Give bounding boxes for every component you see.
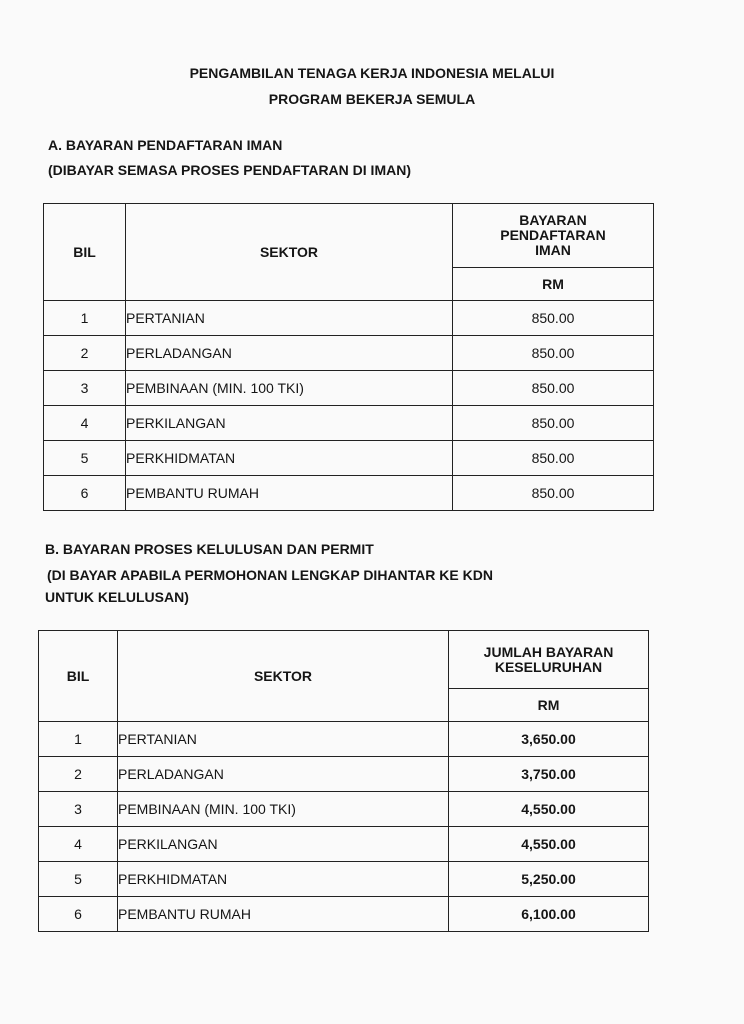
fee-amount: 6,100.00 (449, 897, 649, 932)
fee-amount: 850.00 (453, 336, 654, 371)
column-header-amount (449, 631, 649, 689)
row-number: 6 (39, 897, 118, 932)
sector-name: PERKHIDMATAN (118, 862, 449, 897)
fee-amount: 3,650.00 (449, 722, 649, 757)
table-row (44, 336, 654, 371)
sector-name: PEMBINAAN (MIN. 100 TKI) (118, 792, 449, 827)
row-number: 1 (44, 301, 126, 336)
sector-name: PEMBANTU RUMAH (126, 476, 453, 511)
sector-name: PEMBANTU RUMAH (118, 897, 449, 932)
document-title-line-2: PROGRAM BEKERJA SEMULA (268, 91, 476, 107)
row-number: 4 (44, 406, 126, 441)
table-row (44, 441, 654, 476)
section-a-heading: A. BAYARAN PENDAFTARAN IMAN (48, 137, 283, 153)
row-number: 5 (44, 441, 126, 476)
fee-amount: 850.00 (453, 301, 654, 336)
column-header-amount-label: JUMLAH BAYARAN KESELURUHAN (483, 643, 614, 675)
document-title-line-1: PENGAMBILAN TENAGA KERJA INDONESIA MELALUI (189, 65, 555, 81)
sector-name: PERLADANGAN (118, 757, 449, 792)
table-row (44, 371, 654, 406)
fee-amount: 5,250.00 (449, 862, 649, 897)
column-header-amount (453, 204, 654, 268)
table-body (39, 722, 649, 932)
table-row (39, 722, 649, 757)
sector-name: PERKILANGAN (126, 406, 453, 441)
row-number: 6 (44, 476, 126, 511)
table-row (39, 827, 649, 862)
sector-name: PERLADANGAN (126, 336, 453, 371)
row-number: 2 (44, 336, 126, 371)
column-header-amount-label: BAYARAN PENDAFTARAN IMAN (500, 212, 606, 258)
sector-name: PERKHIDMATAN (126, 441, 453, 476)
section-b-heading: B. BAYARAN PROSES KELULUSAN DAN PERMIT (45, 541, 374, 557)
row-number: 5 (39, 862, 118, 897)
section-a-subheading: (DIBAYAR SEMASA PROSES PENDAFTARAN DI IMAN) (48, 162, 411, 178)
row-number: 1 (39, 722, 118, 757)
section-b-subheading-continued: UNTUK KELULUSAN) (45, 589, 189, 605)
sector-name: PEMBINAAN (MIN. 100 TKI) (126, 371, 453, 406)
row-number: 3 (44, 371, 126, 406)
column-header-unit: RM (453, 268, 654, 301)
table-row (39, 757, 649, 792)
row-number: 3 (39, 792, 118, 827)
column-header-bil: BIL (44, 204, 126, 301)
fee-amount: 4,550.00 (449, 792, 649, 827)
row-number: 2 (39, 757, 118, 792)
column-header-sektor: SEKTOR (126, 204, 453, 301)
table-row (44, 476, 654, 511)
table-body (44, 301, 654, 511)
approval-permit-fee-table (38, 630, 649, 932)
table-row (39, 862, 649, 897)
table-row (39, 897, 649, 932)
table-row (44, 301, 654, 336)
fee-amount: 850.00 (453, 476, 654, 511)
column-header-sektor: SEKTOR (118, 631, 449, 722)
sector-name: PERTANIAN (118, 722, 449, 757)
sector-name: PERKILANGAN (118, 827, 449, 862)
fee-amount: 3,750.00 (449, 757, 649, 792)
section-b-subheading: (DI BAYAR APABILA PERMOHONAN LENGKAP DIHANTAR KE KDN (47, 567, 493, 583)
fee-amount: 850.00 (453, 406, 654, 441)
row-number: 4 (39, 827, 118, 862)
fee-amount: 850.00 (453, 441, 654, 476)
table-row (39, 792, 649, 827)
table-row (44, 406, 654, 441)
column-header-unit: RM (449, 689, 649, 722)
registration-fee-table (43, 203, 654, 511)
sector-name: PERTANIAN (126, 301, 453, 336)
column-header-bil: BIL (39, 631, 118, 722)
fee-amount: 4,550.00 (449, 827, 649, 862)
fee-amount: 850.00 (453, 371, 654, 406)
